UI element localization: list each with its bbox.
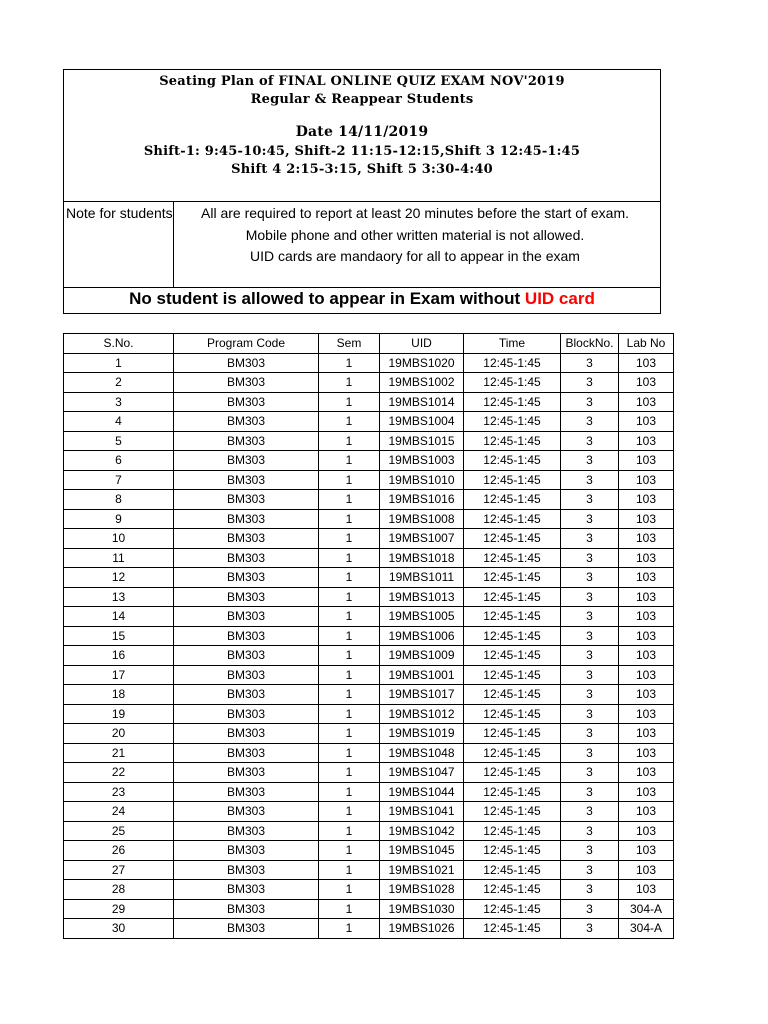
cell-uid: 19MBS1012 bbox=[380, 704, 464, 724]
cell-lab-no: 103 bbox=[619, 724, 674, 744]
cell-program-code: BM303 bbox=[174, 373, 319, 393]
table-row bbox=[64, 451, 674, 471]
seating-table bbox=[63, 333, 674, 939]
cell-time: 12:45-1:45 bbox=[464, 802, 561, 822]
cell-sno: 21 bbox=[64, 743, 174, 763]
cell-program-code: BM303 bbox=[174, 626, 319, 646]
cell-sno: 9 bbox=[64, 509, 174, 529]
cell-time: 12:45-1:45 bbox=[464, 841, 561, 861]
table-row bbox=[64, 704, 674, 724]
note-text bbox=[176, 202, 654, 268]
cell-block-no: 3 bbox=[561, 802, 619, 822]
cell-program-code: BM303 bbox=[174, 646, 319, 666]
note-line-mobile-phone: Mobile phone and other written material is not allowed. bbox=[245, 226, 585, 243]
table-row bbox=[64, 860, 674, 880]
cell-sem: 1 bbox=[319, 373, 380, 393]
cell-lab-no: 103 bbox=[619, 568, 674, 588]
table-row bbox=[64, 802, 674, 822]
cell-uid: 19MBS1026 bbox=[380, 919, 464, 939]
table-row bbox=[64, 821, 674, 841]
cell-sno: 20 bbox=[64, 724, 174, 744]
note-row bbox=[64, 201, 660, 288]
cell-uid: 19MBS1009 bbox=[380, 646, 464, 666]
cell-block-no: 3 bbox=[561, 841, 619, 861]
table-row bbox=[64, 724, 674, 744]
cell-sno: 28 bbox=[64, 880, 174, 900]
cell-lab-no: 103 bbox=[619, 743, 674, 763]
cell-time: 12:45-1:45 bbox=[464, 490, 561, 510]
cell-sem: 1 bbox=[319, 782, 380, 802]
cell-sem: 1 bbox=[319, 763, 380, 783]
cell-time: 12:45-1:45 bbox=[464, 373, 561, 393]
cell-program-code: BM303 bbox=[174, 841, 319, 861]
cell-sem: 1 bbox=[319, 802, 380, 822]
cell-lab-no: 103 bbox=[619, 431, 674, 451]
exam-date: Date 14/11/2019 bbox=[295, 124, 429, 140]
uid-warning-text: No student is allowed to appear in Exam without bbox=[129, 289, 525, 308]
table-row bbox=[64, 412, 674, 432]
cell-sem: 1 bbox=[319, 821, 380, 841]
cell-sem: 1 bbox=[319, 860, 380, 880]
cell-sem: 1 bbox=[319, 704, 380, 724]
cell-time: 12:45-1:45 bbox=[464, 782, 561, 802]
cell-program-code: BM303 bbox=[174, 802, 319, 822]
cell-lab-no: 103 bbox=[619, 665, 674, 685]
cell-uid: 19MBS1045 bbox=[380, 841, 464, 861]
cell-lab-no: 103 bbox=[619, 470, 674, 490]
cell-program-code: BM303 bbox=[174, 392, 319, 412]
cell-sno: 29 bbox=[64, 899, 174, 919]
table-row bbox=[64, 782, 674, 802]
cell-sem: 1 bbox=[319, 431, 380, 451]
cell-sem: 1 bbox=[319, 587, 380, 607]
cell-block-no: 3 bbox=[561, 704, 619, 724]
cell-program-code: BM303 bbox=[174, 451, 319, 471]
cell-block-no: 3 bbox=[561, 431, 619, 451]
cell-time: 12:45-1:45 bbox=[464, 587, 561, 607]
cell-sno: 15 bbox=[64, 626, 174, 646]
table-row bbox=[64, 490, 674, 510]
cell-lab-no: 103 bbox=[619, 451, 674, 471]
cell-uid: 19MBS1004 bbox=[380, 412, 464, 432]
cell-time: 12:45-1:45 bbox=[464, 919, 561, 939]
column-header-time: Time bbox=[464, 334, 561, 354]
cell-uid: 19MBS1016 bbox=[380, 490, 464, 510]
cell-program-code: BM303 bbox=[174, 568, 319, 588]
cell-sno: 6 bbox=[64, 451, 174, 471]
cell-program-code: BM303 bbox=[174, 490, 319, 510]
cell-lab-no: 103 bbox=[619, 821, 674, 841]
cell-sem: 1 bbox=[319, 607, 380, 627]
cell-time: 12:45-1:45 bbox=[464, 431, 561, 451]
cell-sno: 1 bbox=[64, 353, 174, 373]
cell-lab-no: 103 bbox=[619, 412, 674, 432]
cell-time: 12:45-1:45 bbox=[464, 665, 561, 685]
cell-block-no: 3 bbox=[561, 451, 619, 471]
cell-program-code: BM303 bbox=[174, 665, 319, 685]
cell-sno: 5 bbox=[64, 431, 174, 451]
cell-sem: 1 bbox=[319, 724, 380, 744]
cell-sno: 13 bbox=[64, 587, 174, 607]
table-row bbox=[64, 353, 674, 373]
cell-block-no: 3 bbox=[561, 646, 619, 666]
cell-program-code: BM303 bbox=[174, 763, 319, 783]
cell-lab-no: 103 bbox=[619, 490, 674, 510]
cell-program-code: BM303 bbox=[174, 724, 319, 744]
cell-program-code: BM303 bbox=[174, 412, 319, 432]
cell-time: 12:45-1:45 bbox=[464, 412, 561, 432]
table-row bbox=[64, 373, 674, 393]
cell-sem: 1 bbox=[319, 568, 380, 588]
header-box bbox=[63, 69, 661, 314]
cell-sem: 1 bbox=[319, 548, 380, 568]
cell-sem: 1 bbox=[319, 392, 380, 412]
table-row bbox=[64, 841, 674, 861]
cell-uid: 19MBS1005 bbox=[380, 607, 464, 627]
cell-lab-no: 103 bbox=[619, 607, 674, 627]
cell-uid: 19MBS1044 bbox=[380, 782, 464, 802]
table-row bbox=[64, 548, 674, 568]
cell-block-no: 3 bbox=[561, 392, 619, 412]
cell-sem: 1 bbox=[319, 899, 380, 919]
cell-lab-no: 103 bbox=[619, 704, 674, 724]
cell-block-no: 3 bbox=[561, 568, 619, 588]
cell-block-no: 3 bbox=[561, 919, 619, 939]
cell-uid: 19MBS1013 bbox=[380, 587, 464, 607]
cell-block-no: 3 bbox=[561, 665, 619, 685]
column-header-uid: UID bbox=[380, 334, 464, 354]
cell-uid: 19MBS1021 bbox=[380, 860, 464, 880]
shift-times-line-1: Shift-1: 9:45-10:45, Shift-2 11:15-12:15,Shift 3 12:45-1:45 bbox=[143, 144, 581, 159]
table-row bbox=[64, 431, 674, 451]
cell-sno: 23 bbox=[64, 782, 174, 802]
cell-uid: 19MBS1030 bbox=[380, 899, 464, 919]
cell-sem: 1 bbox=[319, 353, 380, 373]
cell-sem: 1 bbox=[319, 412, 380, 432]
cell-time: 12:45-1:45 bbox=[464, 353, 561, 373]
cell-block-no: 3 bbox=[561, 821, 619, 841]
cell-lab-no: 103 bbox=[619, 841, 674, 861]
cell-uid: 19MBS1048 bbox=[380, 743, 464, 763]
cell-sno: 24 bbox=[64, 802, 174, 822]
cell-sem: 1 bbox=[319, 646, 380, 666]
cell-lab-no: 103 bbox=[619, 782, 674, 802]
table-body bbox=[64, 353, 674, 938]
cell-sno: 18 bbox=[64, 685, 174, 705]
cell-uid: 19MBS1014 bbox=[380, 392, 464, 412]
cell-block-no: 3 bbox=[561, 880, 619, 900]
uid-warning bbox=[64, 289, 660, 309]
cell-uid: 19MBS1010 bbox=[380, 470, 464, 490]
cell-time: 12:45-1:45 bbox=[464, 568, 561, 588]
cell-program-code: BM303 bbox=[174, 860, 319, 880]
cell-program-code: BM303 bbox=[174, 509, 319, 529]
cell-uid: 19MBS1007 bbox=[380, 529, 464, 549]
table-row bbox=[64, 665, 674, 685]
cell-lab-no: 103 bbox=[619, 646, 674, 666]
cell-sno: 26 bbox=[64, 841, 174, 861]
cell-time: 12:45-1:45 bbox=[464, 548, 561, 568]
cell-time: 12:45-1:45 bbox=[464, 880, 561, 900]
cell-lab-no: 304-A bbox=[619, 919, 674, 939]
cell-lab-no: 103 bbox=[619, 509, 674, 529]
table-row bbox=[64, 529, 674, 549]
cell-program-code: BM303 bbox=[174, 353, 319, 373]
column-header-lab-no: Lab No bbox=[619, 334, 674, 354]
cell-program-code: BM303 bbox=[174, 431, 319, 451]
cell-sno: 4 bbox=[64, 412, 174, 432]
cell-sem: 1 bbox=[319, 451, 380, 471]
cell-uid: 19MBS1042 bbox=[380, 821, 464, 841]
cell-lab-no: 103 bbox=[619, 548, 674, 568]
cell-program-code: BM303 bbox=[174, 587, 319, 607]
cell-sem: 1 bbox=[319, 743, 380, 763]
cell-lab-no: 103 bbox=[619, 373, 674, 393]
cell-uid: 19MBS1003 bbox=[380, 451, 464, 471]
cell-lab-no: 103 bbox=[619, 392, 674, 412]
cell-program-code: BM303 bbox=[174, 782, 319, 802]
table-row bbox=[64, 587, 674, 607]
cell-uid: 19MBS1028 bbox=[380, 880, 464, 900]
cell-uid: 19MBS1001 bbox=[380, 665, 464, 685]
cell-block-no: 3 bbox=[561, 626, 619, 646]
cell-uid: 19MBS1006 bbox=[380, 626, 464, 646]
table-row bbox=[64, 685, 674, 705]
cell-uid: 19MBS1018 bbox=[380, 548, 464, 568]
cell-uid: 19MBS1002 bbox=[380, 373, 464, 393]
cell-sno: 30 bbox=[64, 919, 174, 939]
table-header-row bbox=[64, 334, 674, 354]
cell-time: 12:45-1:45 bbox=[464, 646, 561, 666]
cell-block-no: 3 bbox=[561, 685, 619, 705]
cell-sem: 1 bbox=[319, 529, 380, 549]
cell-sno: 11 bbox=[64, 548, 174, 568]
cell-program-code: BM303 bbox=[174, 919, 319, 939]
cell-sno: 27 bbox=[64, 860, 174, 880]
cell-program-code: BM303 bbox=[174, 470, 319, 490]
cell-sno: 2 bbox=[64, 373, 174, 393]
cell-sem: 1 bbox=[319, 626, 380, 646]
cell-lab-no: 103 bbox=[619, 860, 674, 880]
cell-uid: 19MBS1017 bbox=[380, 685, 464, 705]
cell-uid: 19MBS1015 bbox=[380, 431, 464, 451]
cell-sno: 3 bbox=[64, 392, 174, 412]
cell-lab-no: 103 bbox=[619, 763, 674, 783]
cell-program-code: BM303 bbox=[174, 704, 319, 724]
cell-time: 12:45-1:45 bbox=[464, 860, 561, 880]
table-row bbox=[64, 743, 674, 763]
table-row bbox=[64, 919, 674, 939]
cell-program-code: BM303 bbox=[174, 743, 319, 763]
column-header-program-code: Program Code bbox=[174, 334, 319, 354]
cell-program-code: BM303 bbox=[174, 880, 319, 900]
note-label: Note for students bbox=[64, 202, 174, 287]
cell-sno: 16 bbox=[64, 646, 174, 666]
cell-program-code: BM303 bbox=[174, 607, 319, 627]
cell-sem: 1 bbox=[319, 665, 380, 685]
table-row bbox=[64, 880, 674, 900]
cell-time: 12:45-1:45 bbox=[464, 899, 561, 919]
cell-sem: 1 bbox=[319, 685, 380, 705]
cell-time: 12:45-1:45 bbox=[464, 743, 561, 763]
cell-lab-no: 103 bbox=[619, 353, 674, 373]
cell-block-no: 3 bbox=[561, 529, 619, 549]
document-subtitle: Regular & Reappear Students bbox=[250, 92, 474, 107]
cell-time: 12:45-1:45 bbox=[464, 704, 561, 724]
cell-block-no: 3 bbox=[561, 509, 619, 529]
cell-sno: 19 bbox=[64, 704, 174, 724]
cell-block-no: 3 bbox=[561, 724, 619, 744]
cell-time: 12:45-1:45 bbox=[464, 626, 561, 646]
column-header-block-no: BlockNo. bbox=[561, 334, 619, 354]
cell-time: 12:45-1:45 bbox=[464, 529, 561, 549]
cell-sem: 1 bbox=[319, 880, 380, 900]
cell-lab-no: 103 bbox=[619, 802, 674, 822]
cell-block-no: 3 bbox=[561, 490, 619, 510]
cell-time: 12:45-1:45 bbox=[464, 607, 561, 627]
cell-time: 12:45-1:45 bbox=[464, 724, 561, 744]
cell-sem: 1 bbox=[319, 490, 380, 510]
cell-block-no: 3 bbox=[561, 373, 619, 393]
table-row bbox=[64, 607, 674, 627]
cell-block-no: 3 bbox=[561, 782, 619, 802]
shift-times-line-2: Shift 4 2:15-3:15, Shift 5 3:30-4:40 bbox=[231, 162, 493, 177]
column-header-sno: S.No. bbox=[64, 334, 174, 354]
cell-lab-no: 103 bbox=[619, 587, 674, 607]
cell-sem: 1 bbox=[319, 841, 380, 861]
note-line-report-time: All are required to report at least 20 minutes before the start of exam. bbox=[201, 205, 629, 221]
cell-uid: 19MBS1008 bbox=[380, 509, 464, 529]
cell-time: 12:45-1:45 bbox=[464, 392, 561, 412]
table-row bbox=[64, 899, 674, 919]
cell-sno: 17 bbox=[64, 665, 174, 685]
cell-lab-no: 103 bbox=[619, 880, 674, 900]
cell-program-code: BM303 bbox=[174, 529, 319, 549]
note-line-uid-cards: UID cards are mandaory for all to appear in the exam bbox=[250, 248, 580, 264]
cell-sno: 8 bbox=[64, 490, 174, 510]
cell-block-no: 3 bbox=[561, 412, 619, 432]
cell-time: 12:45-1:45 bbox=[464, 685, 561, 705]
table-row bbox=[64, 568, 674, 588]
cell-sno: 12 bbox=[64, 568, 174, 588]
cell-uid: 19MBS1019 bbox=[380, 724, 464, 744]
cell-sem: 1 bbox=[319, 509, 380, 529]
cell-uid: 19MBS1041 bbox=[380, 802, 464, 822]
cell-block-no: 3 bbox=[561, 743, 619, 763]
cell-block-no: 3 bbox=[561, 899, 619, 919]
cell-time: 12:45-1:45 bbox=[464, 763, 561, 783]
cell-sno: 22 bbox=[64, 763, 174, 783]
cell-block-no: 3 bbox=[561, 607, 619, 627]
table-row bbox=[64, 626, 674, 646]
cell-program-code: BM303 bbox=[174, 685, 319, 705]
cell-sem: 1 bbox=[319, 919, 380, 939]
cell-sno: 25 bbox=[64, 821, 174, 841]
table-row bbox=[64, 392, 674, 412]
uid-warning-highlight: UID card bbox=[524, 289, 595, 308]
cell-block-no: 3 bbox=[561, 470, 619, 490]
table-row bbox=[64, 470, 674, 490]
table-row bbox=[64, 509, 674, 529]
cell-uid: 19MBS1020 bbox=[380, 353, 464, 373]
cell-program-code: BM303 bbox=[174, 821, 319, 841]
cell-block-no: 3 bbox=[561, 548, 619, 568]
cell-sno: 14 bbox=[64, 607, 174, 627]
cell-block-no: 3 bbox=[561, 353, 619, 373]
cell-block-no: 3 bbox=[561, 860, 619, 880]
table-row bbox=[64, 646, 674, 666]
cell-lab-no: 304-A bbox=[619, 899, 674, 919]
cell-sno: 10 bbox=[64, 529, 174, 549]
cell-time: 12:45-1:45 bbox=[464, 470, 561, 490]
cell-program-code: BM303 bbox=[174, 899, 319, 919]
cell-block-no: 3 bbox=[561, 587, 619, 607]
cell-sem: 1 bbox=[319, 470, 380, 490]
cell-time: 12:45-1:45 bbox=[464, 451, 561, 471]
cell-sno: 7 bbox=[64, 470, 174, 490]
column-header-sem: Sem bbox=[319, 334, 380, 354]
cell-time: 12:45-1:45 bbox=[464, 509, 561, 529]
cell-lab-no: 103 bbox=[619, 626, 674, 646]
cell-uid: 19MBS1047 bbox=[380, 763, 464, 783]
cell-block-no: 3 bbox=[561, 763, 619, 783]
cell-lab-no: 103 bbox=[619, 685, 674, 705]
cell-lab-no: 103 bbox=[619, 529, 674, 549]
cell-time: 12:45-1:45 bbox=[464, 821, 561, 841]
cell-program-code: BM303 bbox=[174, 548, 319, 568]
cell-uid: 19MBS1011 bbox=[380, 568, 464, 588]
table-row bbox=[64, 763, 674, 783]
document-title: Seating Plan of FINAL ONLINE QUIZ EXAM NOV'2019 bbox=[159, 74, 565, 89]
